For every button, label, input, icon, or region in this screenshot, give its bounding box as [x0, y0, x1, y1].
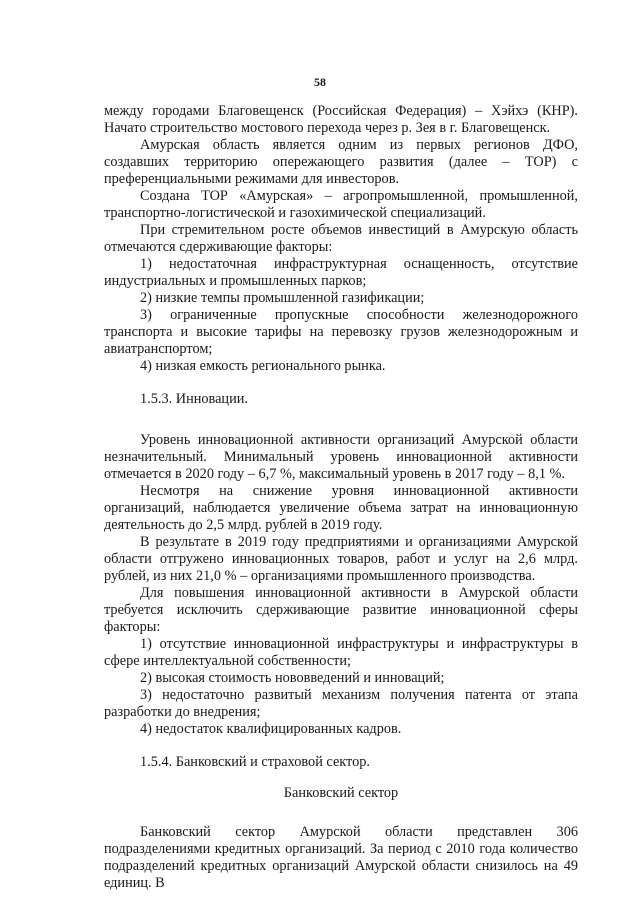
- page-number: 58: [314, 75, 326, 89]
- list-item: 3) ограниченные пропускные способности железнодорожного транспорта и высокие тарифы на перевозку грузов железнодорожным и авиатранспортом;: [104, 307, 578, 357]
- document-body: [104, 103, 578, 892]
- list-item: 1) отсутствие инновационной инфраструктуры и инфраструктуры в сфере интеллектуальной собственности;: [104, 636, 578, 669]
- list-item: 2) высокая стоимость нововведений и инноваций;: [140, 670, 445, 686]
- list-item: 2) низкие темпы промышленной газификации;: [140, 290, 425, 306]
- list-item: 4) недостаток квалифицированных кадров.: [140, 721, 402, 737]
- section-heading: 1.5.3. Инновации.: [140, 391, 248, 407]
- list-item: 1) недостаточная инфраструктурная оснащенность, отсутствие индустриальных и промышленных парков;: [104, 256, 578, 289]
- paragraph: Несмотря на снижение уровня инновационной активности организаций, наблюдается увеличение объема затрат на инновационную деятельность до 2,5 млрд. рублей в 2019 году.: [104, 483, 578, 533]
- paragraph: Банковский сектор Амурской области представлен 306 подразделениями кредитных организаций. За период с 2010 года количество подразделений кредитных организаций Амурской области снизилось на 49 единиц. В: [104, 824, 578, 891]
- list-item: 4) низкая емкость регионального рынка.: [140, 358, 386, 374]
- section-heading: 1.5.4. Банковский и страховой сектор.: [140, 754, 370, 770]
- paragraph: Создана ТОР «Амурская» – агропромышленной, промышленной, транспортно-логистической и газохимической специализаций.: [104, 188, 578, 221]
- list-item: 3) недостаточно развитый механизм получения патента от этапа разработки до внедрения;: [104, 687, 578, 720]
- subsection-title: Банковский сектор: [283, 785, 399, 801]
- paragraph: В результате в 2019 году предприятиями и организациями Амурской области отгружено инновационных товаров, работ и услуг на 2,6 млрд. рублей, из них 21,0 % – организациями промышленного производства.: [104, 534, 578, 584]
- paragraph: между городами Благовещенск (Российская Федерация) – Хэйхэ (КНР). Начато строительство мостового перехода через р. Зея в г. Благовещенск.: [104, 103, 578, 136]
- paragraph: Для повышения инновационной активности в Амурской области требуется исключить сдерживающие развитие инновационной сферы факторы:: [104, 585, 578, 635]
- paragraph: При стремительном росте объемов инвестиций в Амурскую область отмечаются сдерживающие факторы:: [104, 222, 578, 255]
- paragraph: Уровень инновационной активности организаций Амурской области незначительный. Минимальный уровень инновационной активности отмечается в 2020 году – 6,7 %, максимальный уровень в 2017 году – 8,1 %.: [104, 432, 578, 482]
- paragraph: Амурская область является одним из первых регионов ДФО, создавших территорию опережающего развития (далее – ТОР) с преференциальными режимами для инвесторов.: [104, 137, 578, 187]
